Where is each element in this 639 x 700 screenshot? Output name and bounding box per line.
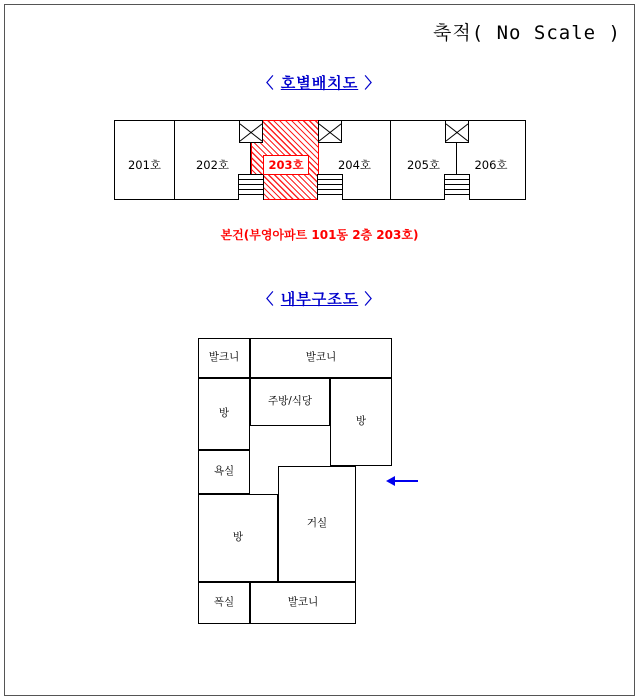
interior-floor-plan: [198, 338, 448, 638]
elevator-icon: [318, 120, 342, 143]
title-bracket-close: 〉: [364, 290, 381, 308]
unit-cell-204: [319, 121, 391, 199]
unit-label: 202호: [195, 158, 230, 172]
room-bedroom-left: 방: [198, 378, 250, 450]
unit-cell-202: [175, 121, 251, 199]
room-bedroom-right: 방: [330, 378, 392, 466]
title-text-interior: 내부구조도: [280, 290, 359, 308]
unit-label: 206호: [474, 158, 508, 172]
entrance-arrow-icon: [386, 475, 420, 487]
room-bathroom: 욕실: [198, 450, 250, 494]
room-bedroom-main: 방: [198, 494, 278, 582]
room-kitchen-dining: 주방/식당: [250, 378, 330, 426]
unit-cell-205: [391, 121, 457, 199]
unit-row: [114, 120, 526, 200]
scale-note: 축적( No Scale ): [433, 22, 621, 44]
unit-label: 204호: [337, 158, 372, 172]
section-title-interior: [0, 288, 639, 309]
section-title-layout: [0, 72, 639, 93]
title-bracket-close: 〉: [364, 74, 381, 92]
room-utility: 폭실: [198, 582, 250, 624]
elevator-icon: [445, 120, 469, 143]
stairs-icon: [317, 174, 343, 200]
layout-caption: 본건(부영아파트 101동 2층 203호): [220, 228, 419, 242]
stairs-icon: [238, 174, 264, 200]
title-bracket-open: 〈: [258, 290, 275, 308]
room-living: 거실: [278, 466, 356, 582]
stairs-icon: [444, 174, 470, 200]
room-balcony-bottom: 발코니: [250, 582, 356, 624]
unit-label: 205호: [406, 158, 441, 172]
unit-cell-201: [115, 121, 175, 199]
title-text-layout: 호별배치도: [280, 74, 359, 92]
title-bracket-open: 〈: [258, 74, 275, 92]
unit-label: 201호: [127, 158, 162, 172]
unit-label-subject: 203호: [263, 155, 309, 175]
unit-layout-diagram: [114, 120, 526, 200]
room-balcony-left: 발크니: [198, 338, 250, 378]
elevator-icon: [239, 120, 263, 143]
room-balcony-top: 발코니: [250, 338, 392, 378]
